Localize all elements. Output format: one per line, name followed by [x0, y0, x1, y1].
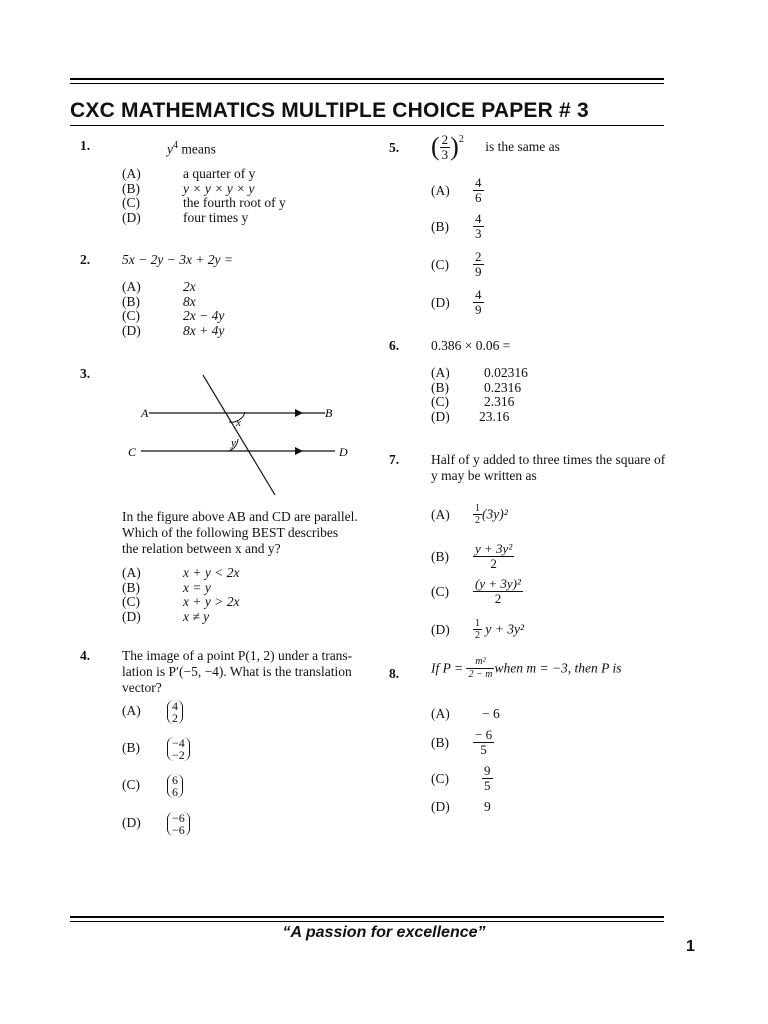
title-underline — [70, 125, 664, 126]
q2-option-d[interactable]: (D) 8x + 4y — [122, 322, 225, 338]
header-rule-top — [70, 78, 664, 80]
header-rule-bottom — [70, 83, 664, 84]
q7-stem: Half of y added to three times the square of y may be written as — [431, 452, 666, 483]
q2-stem: 5x − 2y − 3x + 2y = — [122, 252, 234, 267]
q2-option-b[interactable]: (B) 8x — [122, 293, 196, 309]
q8-stem: If P = $\frac{\text{m²}}{2 - m}$ when m = −3, then P is — [431, 656, 622, 680]
q4-option-d[interactable]: (D) −6 −6 — [122, 812, 190, 836]
q6-option-c[interactable]: (C) 2.316 — [431, 394, 515, 409]
q2-option-a[interactable]: (A) 2x — [122, 279, 196, 294]
label-y: y — [231, 437, 236, 449]
q2-number: 2. — [80, 252, 91, 267]
q2-options — [122, 279, 224, 337]
q4-option-a[interactable]: (A) 4 2 — [122, 700, 183, 724]
q1-stem: $y^4$ means — [167, 140, 216, 157]
q6-option-d[interactable]: (D) 23.16 — [431, 408, 510, 424]
label-c: C — [128, 445, 137, 459]
q4-option-b[interactable]: (B) −4 −2 — [122, 737, 190, 761]
q5-option-b[interactable]: (B) $\frac{4}{3}$ — [431, 211, 482, 241]
q7-option-b[interactable]: (B) $\frac{\text{y + 3y²}}{2}$ — [431, 541, 513, 571]
q5-number: 5. — [389, 140, 400, 155]
q8-option-b[interactable]: (B) $\frac{- 6}{5}$ — [431, 727, 493, 757]
q7-option-d[interactable]: (D) $\frac{1}{2}$ y + 3y² — [431, 618, 525, 641]
q3-parallel-lines-figure — [125, 370, 365, 500]
q1-option-c[interactable]: (C) the fourth root of y — [122, 195, 286, 210]
q3-option-b[interactable]: (B) x = y — [122, 579, 211, 595]
q2-option-c[interactable]: (C) 2x − 4y — [122, 308, 225, 323]
page-title: CXC MATHEMATICS MULTIPLE CHOICE PAPER # 3 — [70, 99, 589, 122]
q8-number: 8. — [389, 666, 400, 681]
label-x: x — [236, 417, 241, 429]
q3-option-a[interactable]: (A) x + y < 2x — [122, 565, 240, 580]
q3-stem: In the figure above AB and CD are parallel. Which of the following BEST describes the relation between x and y? — [122, 509, 358, 556]
footer-rule-top — [70, 916, 664, 918]
q3-option-c[interactable]: (C) x + y > 2x — [122, 594, 240, 609]
q7-option-a[interactable]: (A) $\frac{1}{2}$ (3y)² — [431, 503, 508, 526]
label-d: D — [339, 445, 348, 459]
q1-number: 1. — [80, 138, 91, 153]
q8-option-c[interactable]: (C) $\frac{9}{5}$ — [431, 763, 491, 793]
arrow-cd — [295, 447, 303, 455]
page-number: 1 — [686, 938, 695, 955]
q3-options — [122, 565, 239, 623]
q5-stem: ( $\frac{2}{3}$ )$^2$ is the same as — [431, 131, 560, 162]
transversal — [203, 375, 275, 495]
q4-number: 4. — [80, 648, 91, 663]
q6-option-b[interactable]: (B) 0.2316 — [431, 379, 522, 395]
q7-option-c[interactable]: (C) $\frac{\text{(y + 3y)²}}{2}$ — [431, 576, 521, 606]
q3-number: 3. — [80, 366, 91, 381]
q5-option-a[interactable]: (A) $\frac{4}{6}$ — [431, 175, 482, 205]
q4-option-c[interactable]: (C) 6 6 — [122, 774, 183, 798]
label-a: A — [141, 406, 149, 420]
footer-rule-bottom — [70, 921, 664, 922]
q6-stem: 0.386 × 0.06 = — [431, 338, 511, 353]
q1-option-b[interactable]: (B) y × y × y × y — [122, 180, 255, 196]
q6-options — [431, 365, 528, 423]
q8-option-d[interactable]: (D) 9 — [431, 799, 491, 814]
q6-option-a[interactable]: (A) 0.02316 — [431, 365, 528, 380]
q4-stem: The image of a point P(1, 2) under a trans- lation is P′(−5, −4). What is the translation vector? — [122, 648, 353, 695]
arrow-ab — [295, 409, 303, 417]
footer-motto: “A passion for excellence” — [282, 924, 486, 941]
q7-number: 7. — [389, 452, 400, 467]
q6-number: 6. — [389, 338, 400, 353]
q1-option-d[interactable]: (D) four times y — [122, 209, 249, 225]
label-b: B — [325, 406, 333, 420]
q1-options — [122, 166, 286, 224]
q8-option-a[interactable]: (A) − 6 — [431, 706, 500, 721]
q5-option-c[interactable]: (C) $\frac{2}{9}$ — [431, 249, 482, 279]
q5-option-d[interactable]: (D) $\frac{4}{9}$ — [431, 287, 482, 317]
q3-option-d[interactable]: (D) x ≠ y — [122, 608, 210, 624]
q1-option-a[interactable]: (A) a quarter of y — [122, 166, 256, 181]
